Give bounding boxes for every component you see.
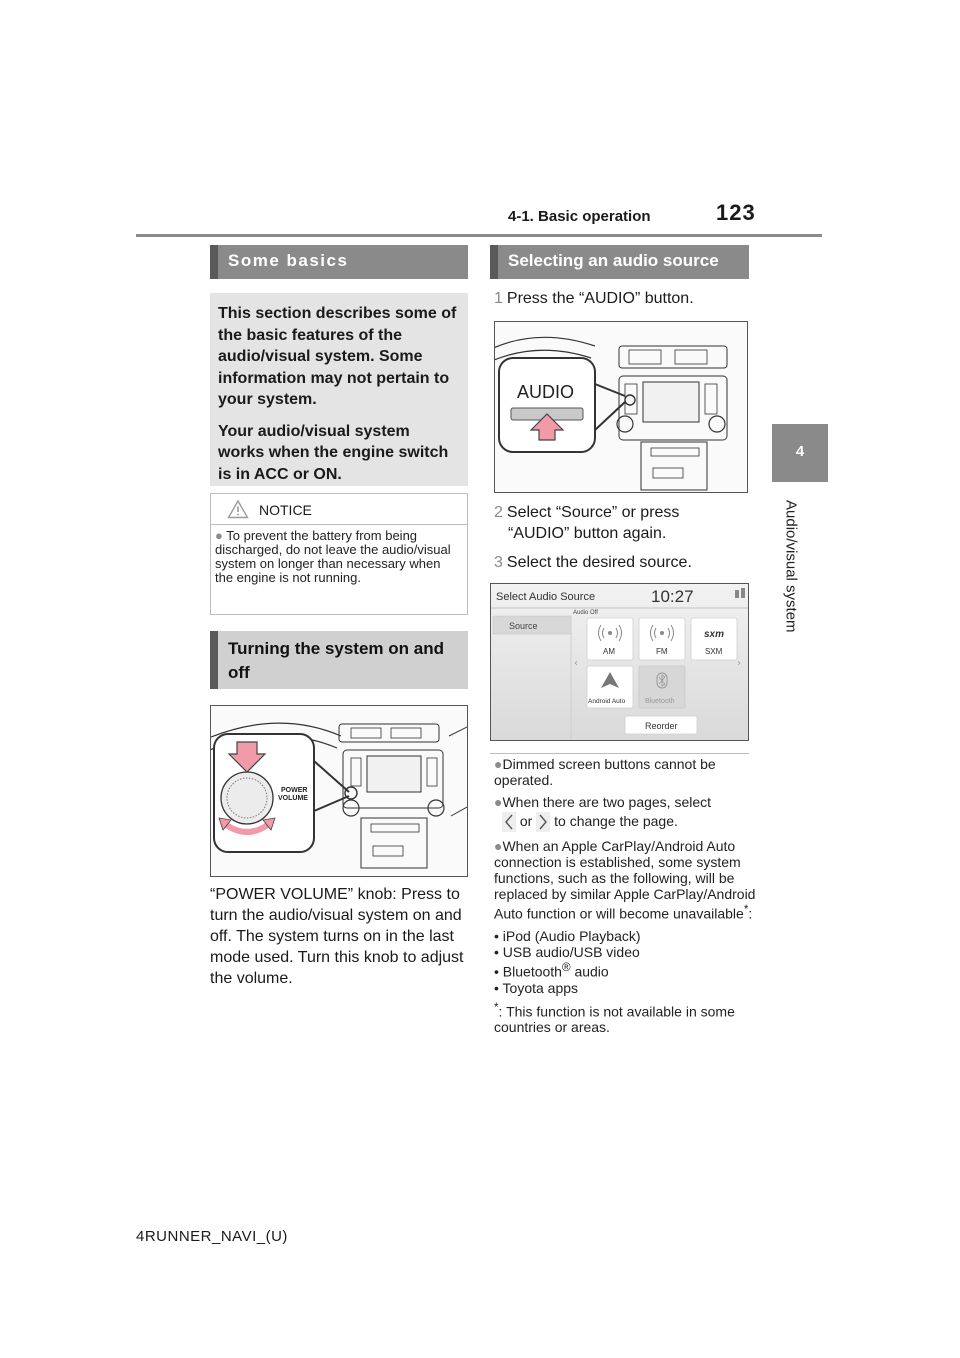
bullet-icon: ●	[494, 756, 503, 772]
source-tab[interactable]: Source	[509, 621, 538, 631]
knob-label-power: POWER	[281, 787, 308, 794]
step-3-number: 3	[494, 554, 503, 571]
reorder-button[interactable]	[625, 716, 697, 734]
audio-source-screen	[490, 583, 749, 741]
power-volume-illustration	[210, 705, 468, 877]
note-1: ●Dimmed screen buttons cannot be operated.	[494, 756, 716, 788]
tile-sxm[interactable]	[691, 618, 737, 660]
step-2-number: 2	[494, 504, 503, 521]
header-divider	[136, 234, 822, 237]
dashboard-knob-drawing	[211, 706, 468, 877]
svg-text:AM: AM	[603, 647, 615, 656]
svg-text:Android Auto: Android Auto	[588, 698, 626, 705]
audio-source-screen-drawing	[491, 584, 749, 741]
model-code: 4RUNNER_NAVI_(U)	[136, 1228, 288, 1245]
replaced-functions-list	[494, 928, 756, 996]
notice-text: To prevent the battery from being discharged, do not leave the audio/visual system on longer than necessary when the engine is not running.	[215, 528, 451, 585]
heading-some-basics: Some basics	[210, 245, 468, 279]
page-left-icon[interactable]: ‹	[574, 658, 578, 669]
step-3-text: Select the desired source.	[506, 554, 692, 571]
list-item: • iPod (Audio Playback)	[494, 927, 641, 944]
step-1-number: 1	[494, 290, 503, 307]
notes-list	[494, 756, 756, 1035]
chevron-right-icon	[536, 812, 550, 832]
screen-clock: 10:27	[651, 587, 694, 606]
page-number: 123	[716, 200, 756, 225]
sxm-logo-icon: sxm	[704, 629, 725, 640]
warning-triangle-icon	[227, 499, 249, 519]
list-item: • Bluetooth® audio	[494, 960, 609, 980]
notice-body	[211, 525, 467, 585]
notice-label: NOTICE	[259, 502, 312, 518]
bullet-icon: ●	[494, 838, 503, 855]
page-right-icon[interactable]: ›	[737, 658, 741, 669]
audio-button-illustration	[494, 321, 748, 493]
tile-am[interactable]	[587, 618, 633, 660]
bullet-icon: ●	[494, 794, 503, 810]
step-1-text: Press the “AUDIO” button.	[506, 290, 694, 307]
step-1	[494, 288, 694, 309]
note-3: ●When an Apple CarPlay/Android Auto connection is established, some system functions, such as the following, will be replaced by similar Apple CarPlay/Android Auto function or will become unavailable*:	[494, 838, 756, 922]
knob-description: “POWER VOLUME” knob: Press to turn the audio/visual system on and off. The system turns on in the last mode used. Turn this knob to adjust the volume.	[210, 886, 464, 987]
step-2-text-b: “AUDIO” button again.	[508, 525, 667, 542]
knob-label-volume: VOLUME	[278, 795, 308, 802]
svg-text:FM: FM	[656, 647, 668, 656]
chapter-number: 4	[795, 443, 805, 460]
step-2	[494, 502, 754, 544]
step-3	[494, 552, 692, 573]
heading-selecting-audio-source: Selecting an audio source	[490, 245, 749, 279]
bullet-icon: ●	[215, 528, 223, 543]
notes-divider	[490, 753, 749, 754]
tile-bluetooth[interactable]	[639, 666, 685, 708]
notice-box	[210, 493, 468, 615]
list-item: • Toyota apps	[494, 979, 579, 996]
svg-text:Reorder: Reorder	[645, 721, 678, 731]
note-2: ●When there are two pages, select or to change the page.	[494, 794, 756, 832]
list-item: • USB audio/USB video	[494, 943, 640, 960]
intro-paragraph-2: Your audio/visual system works when the engine switch is in ACC or ON.	[218, 422, 449, 483]
svg-text:Bluetooth: Bluetooth	[645, 698, 675, 705]
intro-paragraph-1: This section describes some of the basic features of the audio/visual system. Some information may not pertain to your system.	[218, 305, 457, 408]
tile-fm[interactable]	[639, 618, 685, 660]
section-title: 4-1. Basic operation	[508, 208, 651, 225]
notice-header	[211, 494, 467, 525]
footnote: *: This function is not available in some countries or areas.	[494, 1000, 735, 1036]
tile-android-auto[interactable]	[587, 666, 633, 708]
chevron-left-icon	[502, 812, 516, 832]
screen-audio-off: Audio Off	[573, 610, 598, 616]
svg-text:SXM: SXM	[705, 647, 723, 656]
heading-turning-on-off: Turning the system on and off	[210, 631, 468, 689]
step-2-text-a: Select “Source” or press	[506, 504, 680, 521]
audio-button-label: AUDIO	[517, 382, 575, 402]
dashboard-audio-drawing	[495, 322, 748, 493]
chapter-label: Audio/visual system	[782, 500, 800, 633]
intro-box	[210, 293, 468, 486]
screen-title: Select Audio Source	[496, 591, 596, 603]
